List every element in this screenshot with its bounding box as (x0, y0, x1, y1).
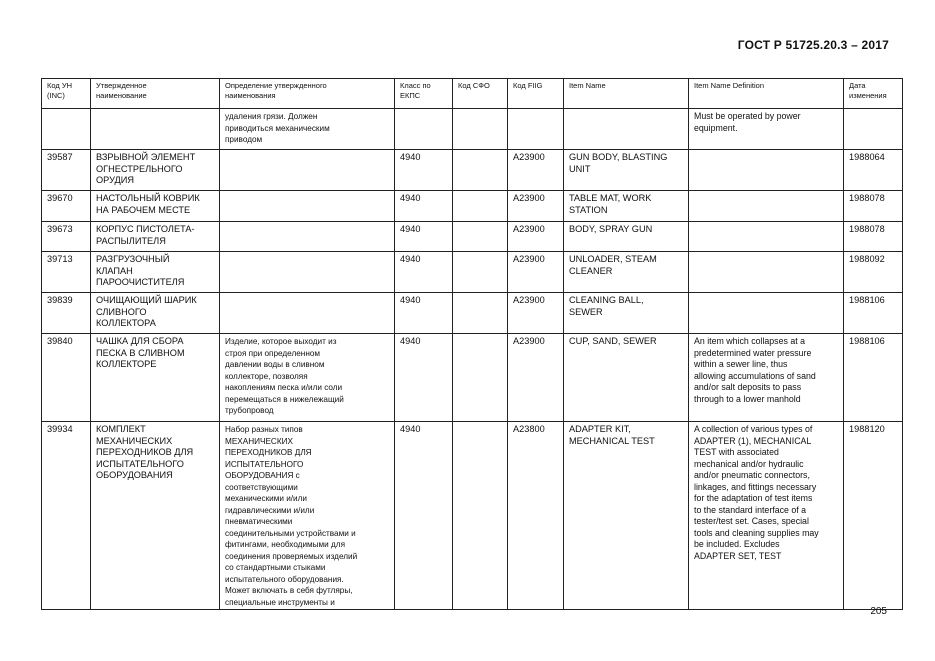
cell-sfo-code (453, 222, 508, 252)
cell-inc: 39840 (42, 334, 91, 422)
cell-approved-name: ВЗРЫВНОЙ ЭЛЕМЕНТ ОГНЕСТРЕЛЬНОГО ОРУДИЯ (91, 150, 220, 191)
cell-change-date: 1988078 (844, 191, 903, 222)
page-number: 205 (870, 606, 887, 617)
cell-fiig-code: A23900 (508, 293, 564, 334)
cell-ekps-class: 4940 (395, 334, 453, 422)
cell-item-name: BODY, SPRAY GUN (564, 222, 689, 252)
table-row (42, 422, 903, 610)
cell-approved-definition (220, 293, 395, 334)
cell-item-name: CLEANING BALL, SEWER (564, 293, 689, 334)
specification-table (41, 78, 903, 610)
cell-fiig-code: A23900 (508, 150, 564, 191)
cell-item-name-definition (689, 150, 844, 191)
col-header-fiig-code: Код FIIG (508, 79, 564, 109)
table-row (42, 252, 903, 293)
cell-item-name: UNLOADER, STEAM CLEANER (564, 252, 689, 293)
cell-sfo-code (453, 252, 508, 293)
cell-approved-name: КОМПЛЕКТ МЕХАНИЧЕСКИХ ПЕРЕХОДНИКОВ ДЛЯ ИСПЫТАТЕЛЬНОГО ОБОРУДОВАНИЯ (91, 422, 220, 610)
cell-approved-name: ЧАШКА ДЛЯ СБОРА ПЕСКА В СЛИВНОМ КОЛЛЕКТОРЕ (91, 334, 220, 422)
cell-ekps-class: 4940 (395, 191, 453, 222)
cell-approved-name: КОРПУС ПИСТОЛЕТА- РАСПЫЛИТЕЛЯ (91, 222, 220, 252)
cell-inc: 39934 (42, 422, 91, 610)
table-header-row (42, 79, 903, 109)
cell-approved-definition: Изделие, которое выходит из строя при определенном давлении воды в сливном коллекторе, позволяя накоплениям песка и/или соли перемещаться в нижележащий трубопровод (220, 334, 395, 422)
cell-approved-definition: Набор разных типов МЕХАНИЧЕСКИХ ПЕРЕХОДНИКОВ ДЛЯ ИСПЫТАТЕЛЬНОГО ОБОРУДОВАНИЯ с соответствующими механическими и/или гидравлическими и/или пневматическими соединительными устройствами и фитингами, необходимыми для соединения проверяемых изделий со стандартными стыками испытательного оборудования. Может включать в себя футляры, специальные инструменты и (220, 422, 395, 610)
cell-change-date: 1988120 (844, 422, 903, 610)
cell-change-date: 1988064 (844, 150, 903, 191)
cell-ekps-class: 4940 (395, 252, 453, 293)
cell-change-date: 1988092 (844, 252, 903, 293)
col-header-item-name: Item Name (564, 79, 689, 109)
cell-sfo-code (453, 422, 508, 610)
col-header-item-name-definition: Item Name Definition (689, 79, 844, 109)
cell-approved-definition (220, 150, 395, 191)
cell-fiig-code (508, 109, 564, 150)
cell-change-date: 1988078 (844, 222, 903, 252)
col-header-ekps-class: Класс по ЕКПС (395, 79, 453, 109)
table-row (42, 334, 903, 422)
cell-item-name-definition (689, 222, 844, 252)
cell-ekps-class (395, 109, 453, 150)
document-id: ГОСТ Р 51725.20.3 – 2017 (737, 38, 889, 52)
cell-inc: 39713 (42, 252, 91, 293)
cell-sfo-code (453, 334, 508, 422)
cell-sfo-code (453, 109, 508, 150)
cell-item-name-definition (689, 252, 844, 293)
col-header-change-date: Дата изменения (844, 79, 903, 109)
col-header-approved-definition: Определение утвержденного наименования (220, 79, 395, 109)
cell-item-name: ADAPTER KIT, MECHANICAL TEST (564, 422, 689, 610)
cell-fiig-code: A23900 (508, 334, 564, 422)
cell-fiig-code: A23900 (508, 191, 564, 222)
table-row (42, 150, 903, 191)
cell-item-name: GUN BODY, BLASTING UNIT (564, 150, 689, 191)
cell-item-name-definition: A collection of various types of ADAPTER (1), MECHANICAL TEST with associated mechanical and/or hydraulic and/or pneumatic connectors, linkages, and fittings necessary for the adaptation of test items to the standard interface of a tester/test set. Cases, special tools and cleaning supplies may be included. Excludes ADAPTER SET, TEST (689, 422, 844, 610)
cell-item-name-definition: An item which collapses at a predetermined water pressure within a sewer line, thus allowing accumulations of sand and/or salt deposits to pass through to a lower manhold (689, 334, 844, 422)
cell-inc: 39839 (42, 293, 91, 334)
table-row (42, 293, 903, 334)
table-row (42, 222, 903, 252)
cell-approved-definition: удаления грязи. Должен приводиться механическим приводом (220, 109, 395, 150)
cell-sfo-code (453, 191, 508, 222)
col-header-approved-name: Утвержденное наименование (91, 79, 220, 109)
cell-fiig-code: A23900 (508, 222, 564, 252)
cell-change-date (844, 109, 903, 150)
cell-ekps-class: 4940 (395, 150, 453, 191)
cell-approved-name: ОЧИЩАЮЩИЙ ШАРИК СЛИВНОГО КОЛЛЕКТОРА (91, 293, 220, 334)
cell-item-name (564, 109, 689, 150)
cell-ekps-class: 4940 (395, 293, 453, 334)
cell-sfo-code (453, 150, 508, 191)
cell-inc: 39670 (42, 191, 91, 222)
table-row (42, 109, 903, 150)
cell-fiig-code: A23900 (508, 252, 564, 293)
cell-approved-name: НАСТОЛЬНЫЙ КОВРИК НА РАБОЧЕМ МЕСТЕ (91, 191, 220, 222)
cell-item-name: CUP, SAND, SEWER (564, 334, 689, 422)
cell-item-name: TABLE MAT, WORK STATION (564, 191, 689, 222)
cell-fiig-code: A23800 (508, 422, 564, 610)
cell-approved-name (91, 109, 220, 150)
cell-approved-name: РАЗГРУЗОЧНЫЙ КЛАПАН ПАРООЧИСТИТЕЛЯ (91, 252, 220, 293)
cell-ekps-class: 4940 (395, 422, 453, 610)
table-row (42, 191, 903, 222)
cell-item-name-definition (689, 293, 844, 334)
cell-item-name-definition: Must be operated by power equipment. (689, 109, 844, 150)
col-header-sfo-code: Код СФО (453, 79, 508, 109)
cell-inc (42, 109, 91, 150)
cell-approved-definition (220, 191, 395, 222)
cell-item-name-definition (689, 191, 844, 222)
cell-change-date: 1988106 (844, 293, 903, 334)
cell-sfo-code (453, 293, 508, 334)
cell-inc: 39673 (42, 222, 91, 252)
cell-change-date: 1988106 (844, 334, 903, 422)
cell-approved-definition (220, 252, 395, 293)
cell-inc: 39587 (42, 150, 91, 191)
cell-approved-definition (220, 222, 395, 252)
col-header-inc: Код УН (INC) (42, 79, 91, 109)
cell-ekps-class: 4940 (395, 222, 453, 252)
